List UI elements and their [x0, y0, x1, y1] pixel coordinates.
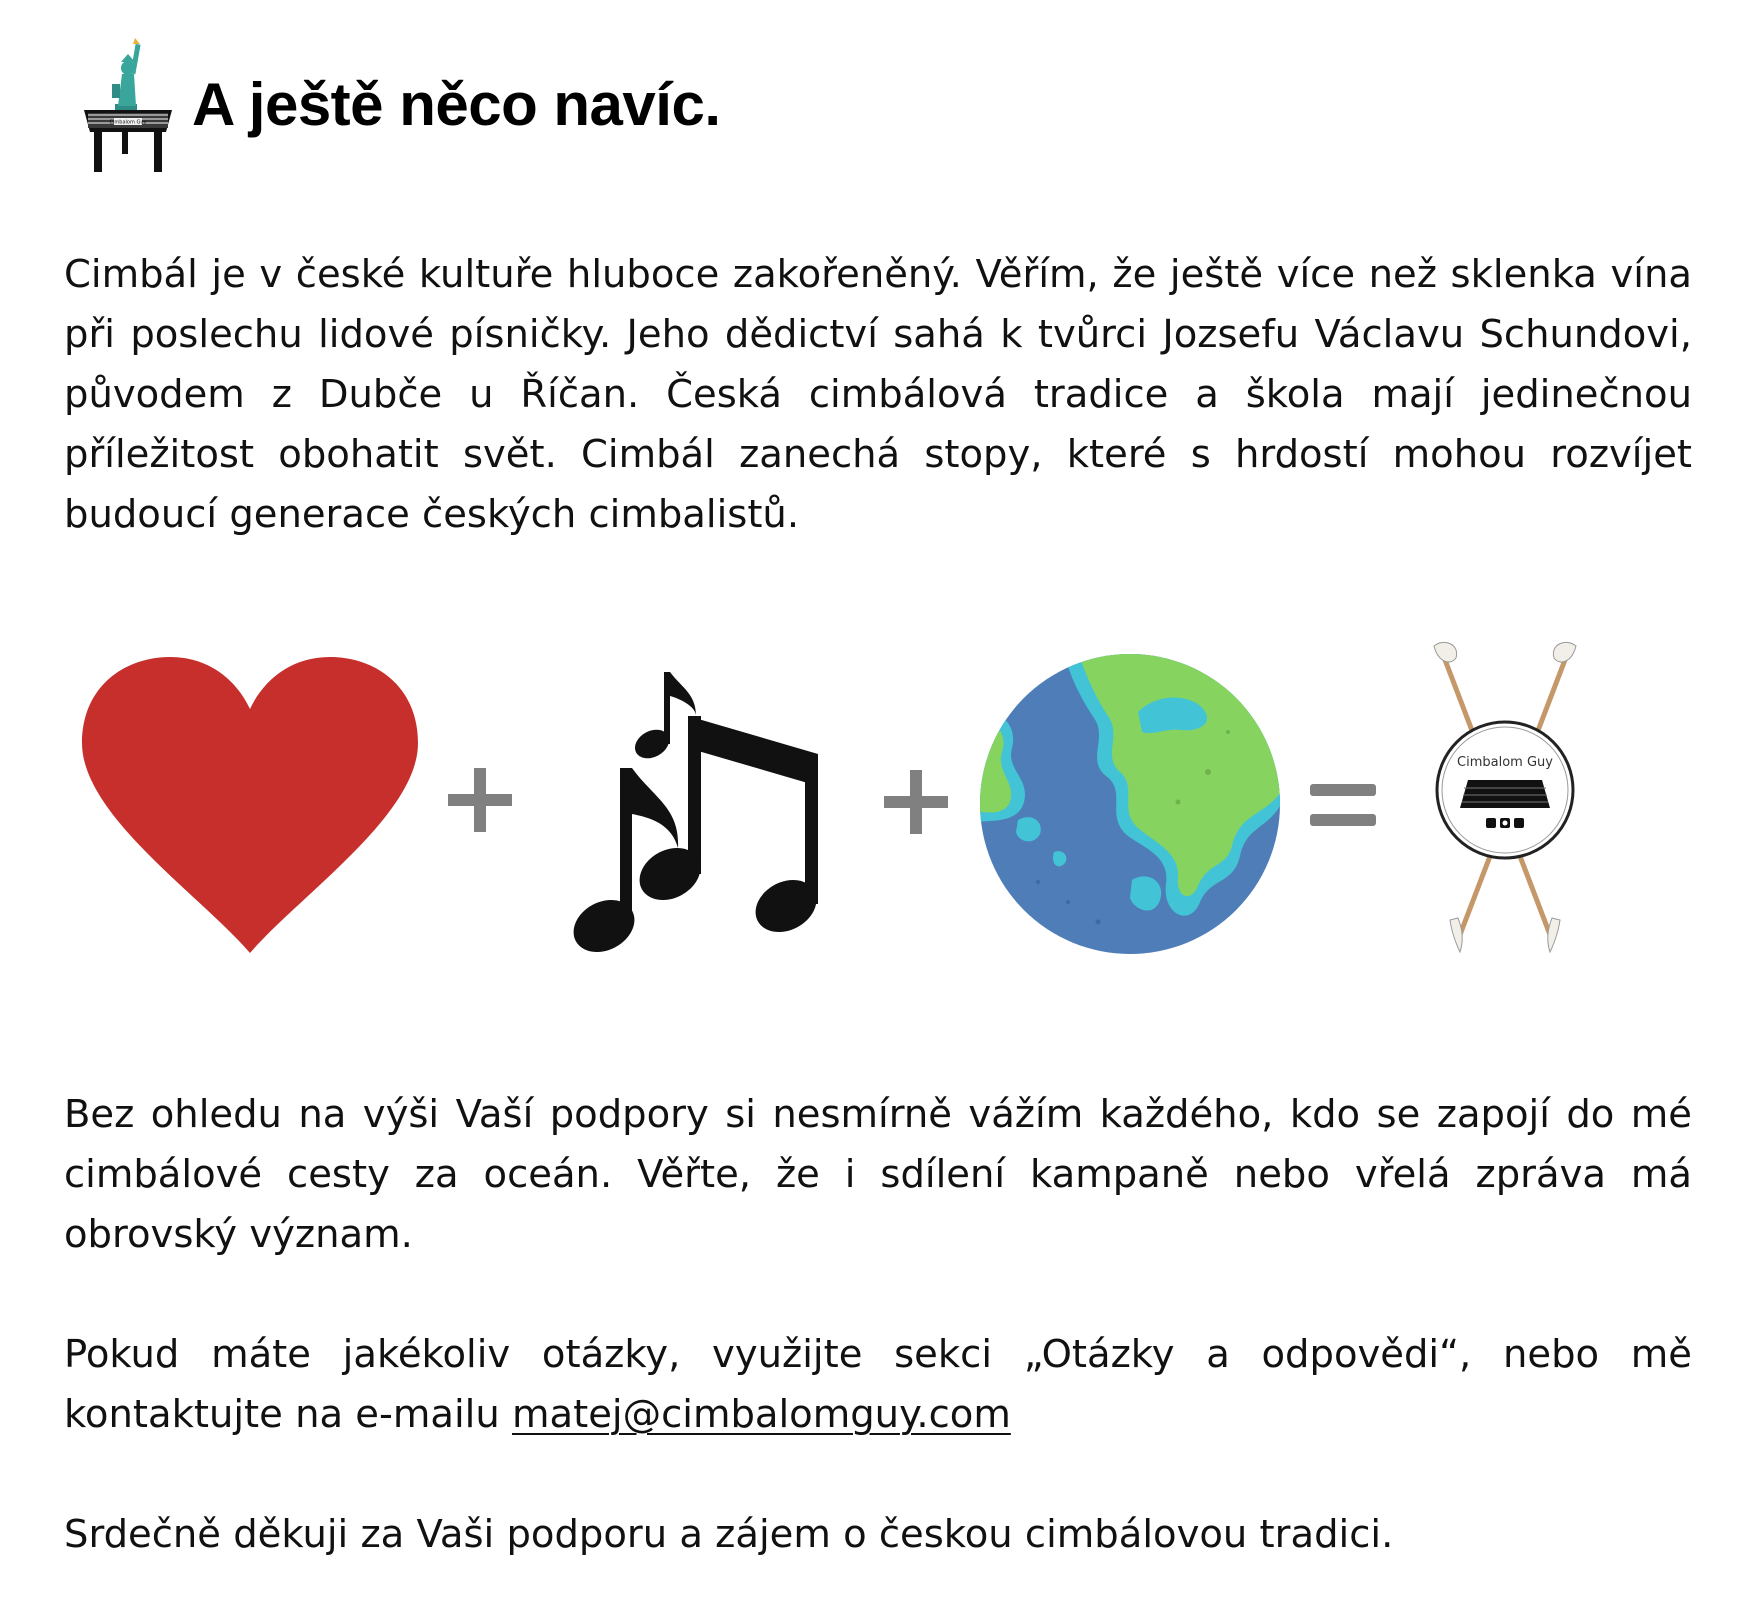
plus-sign: [448, 768, 512, 832]
page-title: A ještě něco navíc.: [192, 70, 721, 138]
cimbalom-statue-of-liberty-icon: [78, 34, 178, 174]
contact-text: Pokud máte jakékoliv otázky, využijte sekci „Otázky a odpovědi“, nebo mě kontaktujte na e-mailu: [64, 1332, 1692, 1437]
thanks-paragraph: Srdečně děkuji za Vaši podporu a zájem o českou cimbálovou tradici.: [64, 1512, 1394, 1557]
cimbalom-guy-logo: [1430, 640, 1580, 958]
section-header: [78, 34, 721, 174]
logo-text: Cimbalom Guy: [1457, 755, 1553, 770]
contact-paragraph: [64, 1325, 1692, 1445]
intro-paragraph: Cimbál je v české kultuře hluboce zakořeněný. Věřím, že ještě více než sklenka vína při poslechu lidové písničky. Jeho dědictví sahá k tvůrci Jozsefu Václavu Schundovi, původem z Dubče u Říčan. Česká cimbálová tradice a škola mají jedinečnou příležitost obohatit svět. Cimbál zanechá stopy, které s hrdostí mohou rozvíjet budoucí generace českých cimbalistů.: [64, 252, 1692, 537]
header-icon-text: Cimbalom Guy: [109, 119, 147, 126]
heart-icon: [80, 655, 420, 955]
equals-sign: [1310, 784, 1376, 826]
music-notes-icon: [570, 668, 830, 968]
equation-graphic: [0, 630, 1748, 970]
email-link[interactable]: matej@cimbalomguy.com: [512, 1392, 1011, 1437]
earth-globe-icon: [978, 652, 1282, 956]
plus-sign: [884, 770, 948, 834]
support-paragraph: Bez ohledu na výši Vaší podpory si nesmírně vážím každého, kdo se zapojí do mé cimbálové cesty za oceán. Věřte, že i sdílení kampaně nebo vřelá zpráva má obrovský význam.: [64, 1092, 1692, 1257]
